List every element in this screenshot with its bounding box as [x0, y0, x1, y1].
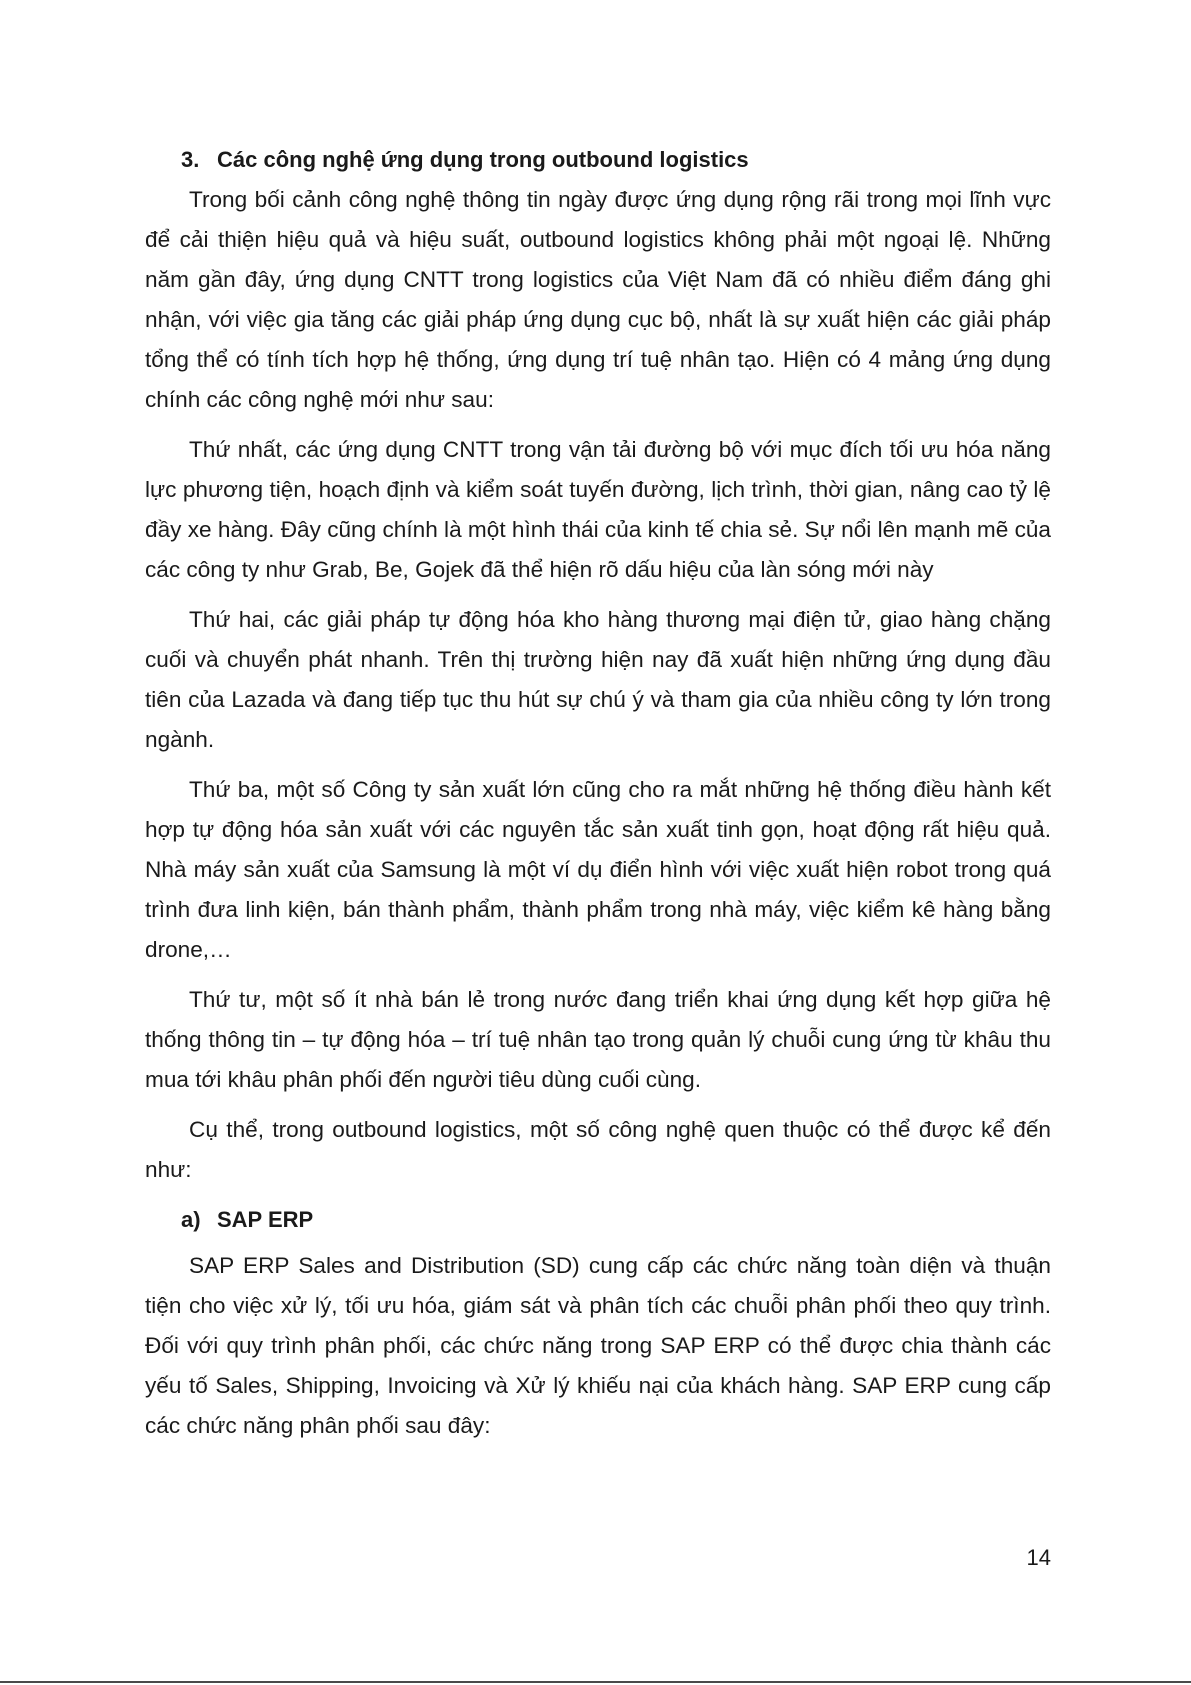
paragraph-intro: Trong bối cảnh công nghệ thông tin ngày được ứng dụng rộng rãi trong mọi lĩnh vực để cải thiện hiệu quả và hiệu suất, outbound logistics không phải một ngoại lệ. Những năm gần đây, ứng dụng CNTT trong logistics của Việt Nam đã có nhiều điểm đáng ghi nhận, với việc gia tăng các giải pháp ứng dụng cục bộ, nhất là sự xuất hiện các giải pháp tổng thể có tính tích hợp hệ thống, ứng dụng trí tuệ nhân tạo. Hiện có 4 mảng ứng dụng chính các công nghệ mới như sau: [145, 187, 1051, 412]
paragraph-second: Thứ hai, các giải pháp tự động hóa kho hàng thương mại điện tử, giao hàng chặng cuối và chuyển phát nhanh. Trên thị trường hiện nay đã xuất hiện những ứng dụng đầu tiên của Lazada và đang tiếp tục thu hút sự chú ý và tham gia của nhiều công ty lớn trong ngành. [145, 607, 1051, 752]
section-heading [181, 140, 1051, 180]
bottom-divider [0, 1681, 1191, 1683]
page-number: 14 [1026, 1545, 1051, 1570]
subsection-heading [181, 1200, 1051, 1240]
paragraph-specific: Cụ thể, trong outbound logistics, một số công nghệ quen thuộc có thể được kể đến như: [145, 1117, 1051, 1182]
paragraph-first: Thứ nhất, các ứng dụng CNTT trong vận tải đường bộ với mục đích tối ưu hóa năng lực phương tiện, hoạch định và kiểm soát tuyến đường, lịch trình, thời gian, nâng cao tỷ lệ đầy xe hàng. Đây cũng chính là một hình thái của kinh tế chia sẻ. Sự nổi lên mạnh mẽ của các công ty như Grab, Be, Gojek đã thể hiện rõ dấu hiệu của làn sóng mới này [145, 437, 1051, 582]
paragraph-sap-erp: SAP ERP Sales and Distribution (SD) cung cấp các chức năng toàn diện và thuận tiện cho việc xử lý, tối ưu hóa, giám sát và phân tích các chuỗi phân phối theo quy trình. Đối với quy trình phân phối, các chức năng trong SAP ERP có thể được chia thành các yếu tố Sales, Shipping, Invoicing và Xử lý khiếu nại của khách hàng. SAP ERP cung cấp các chức năng phân phối sau đây: [145, 1253, 1051, 1438]
section-title: Các công nghệ ứng dụng trong outbound logistics [217, 147, 749, 172]
paragraph-fourth: Thứ tư, một số ít nhà bán lẻ trong nước đang triển khai ứng dụng kết hợp giữa hệ thống thông tin – tự động hóa – trí tuệ nhân tạo trong quản lý chuỗi cung ứng từ khâu thu mua tới khâu phân phối đến người tiêu dùng cuối cùng. [145, 987, 1051, 1092]
page-content [145, 140, 1051, 1456]
section-number: 3. [181, 147, 200, 172]
paragraph-third: Thứ ba, một số Công ty sản xuất lớn cũng cho ra mắt những hệ thống điều hành kết hợp tự động hóa sản xuất với các nguyên tắc sản xuất tinh gọn, hoạt động rất hiệu quả. Nhà máy sản xuất của Samsung là một ví dụ điển hình với việc xuất hiện robot trong quá trình đưa linh kiện, bán thành phẩm, thành phẩm trong nhà máy, việc kiểm kê hàng bằng drone,… [145, 777, 1051, 962]
subsection-title: SAP ERP [217, 1207, 314, 1232]
subsection-number: a) [181, 1207, 201, 1232]
